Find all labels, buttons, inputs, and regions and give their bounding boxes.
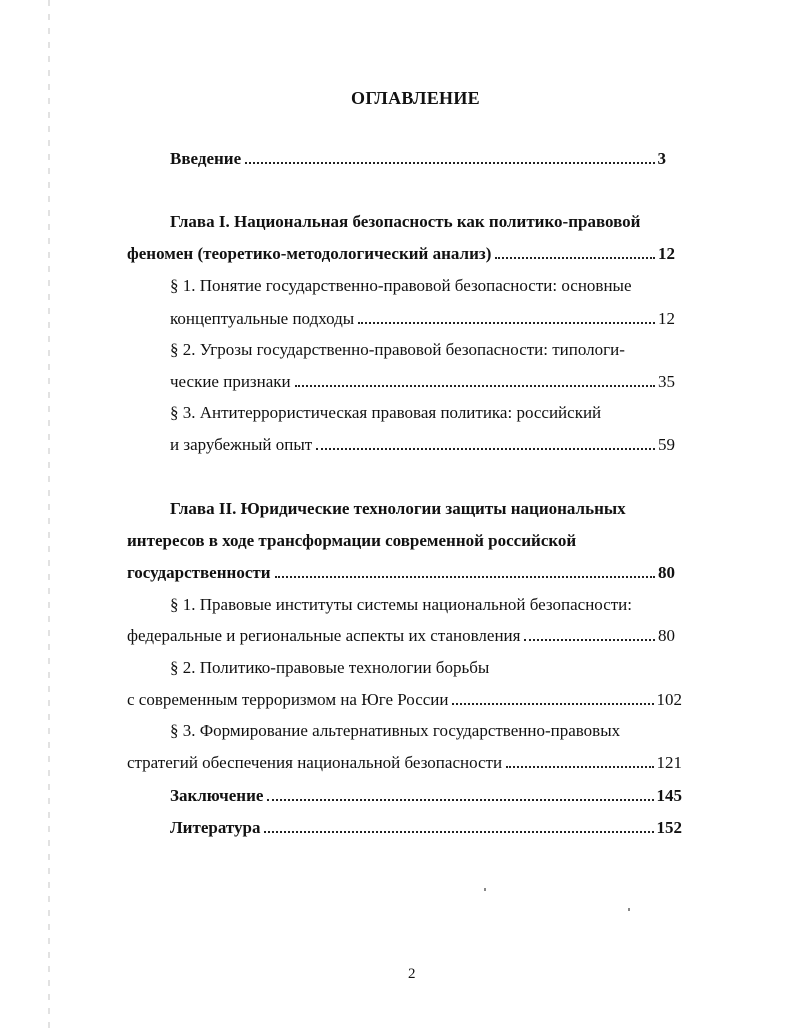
- leader-dots: [316, 448, 655, 450]
- leader-dots: [245, 162, 654, 164]
- leader-dots: [452, 703, 653, 705]
- toc-entry-page: 80: [658, 626, 675, 645]
- toc-entry-label: федеральные и региональные аспекты их становления: [127, 626, 521, 645]
- leader-dots: [506, 766, 653, 768]
- toc-entry-page: 145: [656, 786, 682, 805]
- toc-section22-line2[interactable]: [127, 689, 682, 711]
- toc-entry-page: 12: [658, 244, 675, 263]
- toc-entry-label: Литература: [170, 818, 261, 837]
- page-number: 2: [408, 966, 416, 982]
- scan-speck: [628, 908, 630, 911]
- toc-entry-page: 59: [658, 435, 675, 454]
- toc-entry-label: с современным терроризмом на Юге России: [127, 690, 449, 709]
- toc-section13-line1[interactable]: § 3. Антитеррористическая правовая политика: российский: [170, 403, 602, 422]
- leader-dots: [358, 322, 655, 324]
- toc-title: ОГЛАВЛЕНИЕ: [351, 88, 480, 108]
- toc-entry-conclusion[interactable]: [170, 785, 682, 807]
- scan-speck: [484, 888, 486, 891]
- toc-entry-page: 121: [656, 753, 682, 772]
- toc-section11-line2[interactable]: [170, 308, 675, 330]
- toc-entry-label: и зарубежный опыт: [170, 435, 313, 454]
- toc-entry-page: 152: [656, 818, 682, 837]
- toc-entry-label: Заключение: [170, 786, 264, 805]
- leader-dots: [524, 639, 655, 641]
- toc-entry-label: государственности: [127, 563, 271, 582]
- leader-dots: [275, 576, 655, 578]
- toc-entry-page: 3: [657, 149, 666, 168]
- scan-edge-artifact: [48, 0, 50, 1034]
- toc-entry-page: 35: [658, 372, 675, 391]
- toc-section21-line1[interactable]: § 1. Правовые институты системы национальной безопасности:: [170, 595, 633, 614]
- toc-section23-line2[interactable]: [127, 752, 682, 774]
- toc-section12-line2[interactable]: [170, 371, 675, 393]
- toc-section12-line1[interactable]: § 2. Угрозы государственно-правовой безопасности: типологи-: [170, 340, 625, 359]
- toc-entry-label: ческие признаки: [170, 372, 291, 391]
- leader-dots: [264, 831, 653, 833]
- toc-section22-line1[interactable]: § 2. Политико-правовые технологии борьбы: [170, 658, 490, 677]
- toc-entry-intro[interactable]: [170, 148, 666, 170]
- toc-section23-line1[interactable]: § 3. Формирование альтернативных государственно-правовых: [170, 721, 621, 740]
- toc-entry-label: Введение: [170, 149, 242, 168]
- toc-entry-page: 80: [658, 563, 675, 582]
- toc-entry-label: стратегий обеспечения национальной безопасности: [127, 753, 503, 772]
- toc-chapter1-line1[interactable]: Глава I. Национальная безопасность как политико-правовой: [170, 212, 641, 231]
- leader-dots: [495, 257, 655, 259]
- toc-entry-literature[interactable]: [170, 817, 682, 839]
- leader-dots: [295, 385, 655, 387]
- toc-chapter1-line2[interactable]: [127, 243, 675, 265]
- toc-section21-line2[interactable]: [127, 625, 675, 647]
- toc-entry-page: 12: [658, 309, 675, 328]
- toc-chapter2-line1[interactable]: Глава II. Юридические технологии защиты национальных: [170, 499, 626, 518]
- toc-section13-line2[interactable]: [170, 434, 675, 456]
- toc-section11-line1[interactable]: § 1. Понятие государственно-правовой безопасности: основные: [170, 276, 632, 295]
- leader-dots: [267, 799, 653, 801]
- toc-entry-label: концептуальные подходы: [170, 309, 355, 328]
- toc-chapter2-line2[interactable]: интересов в ходе трансформации современной российской: [127, 531, 577, 550]
- toc-entry-page: 102: [656, 690, 682, 709]
- toc-chapter2-line3[interactable]: [127, 562, 675, 584]
- toc-entry-label: феномен (теоретико-методологический анализ): [127, 244, 492, 263]
